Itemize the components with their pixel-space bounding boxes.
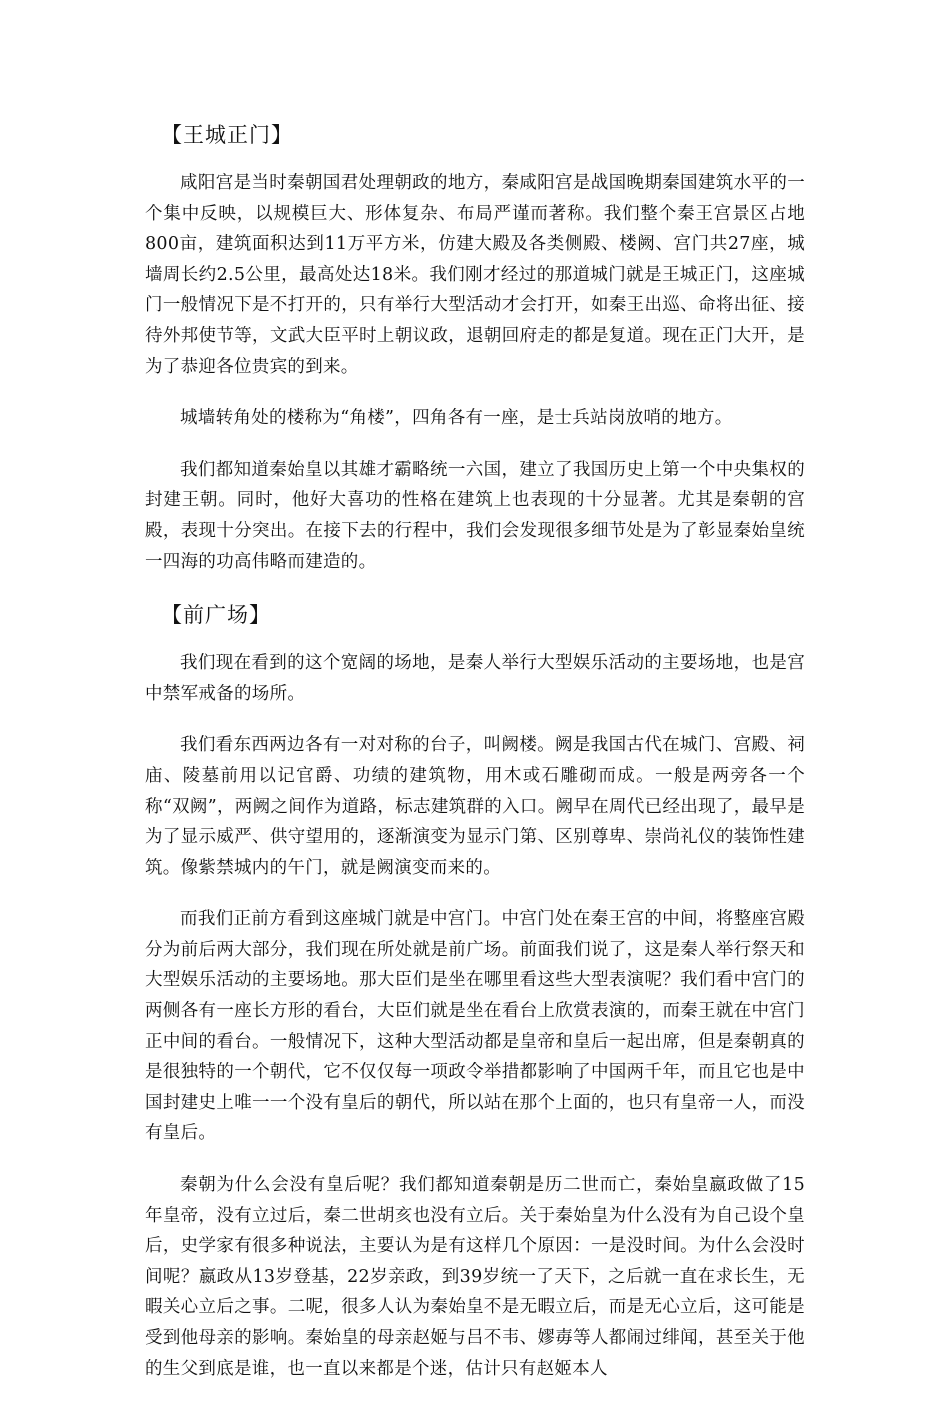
paragraph: 我们都知道秦始皇以其雄才霸略统一六国，建立了我国历史上第一个中央集权的封建王朝。同时，他好大喜功的性格在建筑上也表现的十分显著。尤其是秦朝的宫殿，表现十分突出。在接下去的行程中，我们会发现很多细节处是为了彰显秦始皇统一四海的功高伟略而建造的。 (145, 459, 805, 572)
paragraph: 咸阳宫是当时秦朝国君处理朝政的地方，秦咸阳宫是战国晚期秦国建筑水平的一个集中反映，以规模巨大、形体复杂、布局严谨而著称。我们整个秦王宫景区占地800亩，建筑面积达到11万平方米，仿建大殿及各类侧殿、楼阙、宫门共27座，城墙周长约2.5公里，最高处达18米。我们刚才经过的那道城门就是王城正门，这座城门一般情况下是不打开的，只有举行大型活动才会打开，如秦王出巡、命将出征、接待外邦使节等，文武大臣平时上朝议政，退朝回府走的都是复道。现在正门大开，是为了恭迎各位贵宾的到来。 (145, 173, 805, 377)
section-heading-main-gate: 【王城正门】 (161, 123, 293, 147)
section-heading-front-square: 【前广场】 (161, 603, 271, 628)
document-page (145, 118, 805, 1405)
paragraph: 城墙转角处的楼称为“角楼”，四角各有一座，是士兵站岗放哨的地方。 (180, 408, 733, 429)
paragraph: 而我们正前方看到这座城门就是中宫门。中宫门处在秦王宫的中间，将整座宫殿分为前后两大部分，我们现在所处就是前广场。前面我们说了，这是秦人举行祭天和大型娱乐活动的主要场地。那大臣们是坐在哪里看这些大型表演呢？我们看中宫门的两侧各有一座长方形的看台，大臣们就是坐在看台上欣赏表演的，而秦王就在中宫门正中间的看台。一般情况下，这种大型活动都是皇帝和皇后一起出席，但是秦朝真的是很独特的一个朝代，它不仅仅每一项政令举措都影响了中国两千年，而且它也是中国封建史上唯一一个没有皇后的朝代，所以站在那个上面的，也只有皇帝一人，而没有皇后。 (145, 909, 805, 1144)
paragraph: 秦朝为什么会没有皇后呢？我们都知道秦朝是历二世而亡，秦始皇嬴政做了15年皇帝，没有立过后，秦二世胡亥也没有立后。关于秦始皇为什么没有为自己设个皇后，史学家有很多种说法，主要认为是有这样几个原因：一是没时间。为什么会没时间呢？嬴政从13岁登基，22岁亲政，到39岁统一了天下，之后就一直在求长生，无暇关心立后之事。二呢，很多人认为秦始皇不是无暇立后，而是无心立后，这可能是受到他母亲的影响。秦始皇的母亲赵姬与吕不韦、嫪毐等人都闹过绯闻，甚至关于他的生父到底是谁，也一直以来都是个迷，估计只有赵姬本人 (145, 1175, 805, 1379)
paragraph: 我们现在看到的这个宽阔的场地，是秦人举行大型娱乐活动的主要场地，也是宫中禁军戒备的场所。 (145, 653, 805, 704)
paragraph: 我们看东西两边各有一对对称的台子，叫阙楼。阙是我国古代在城门、宫殿、祠庙、陵墓前用以记官爵、功绩的建筑物，用木或石雕砌而成。一般是两旁各一个称“双阙”，两阙之间作为道路，标志建筑群的入口。阙早在周代已经出现了，最早是为了显示威严、供守望用的，逐渐演变为显示门第、区别尊卑、崇尚礼仪的装饰性建筑。像紫禁城内的午门，就是阙演变而来的。 (145, 735, 805, 878)
